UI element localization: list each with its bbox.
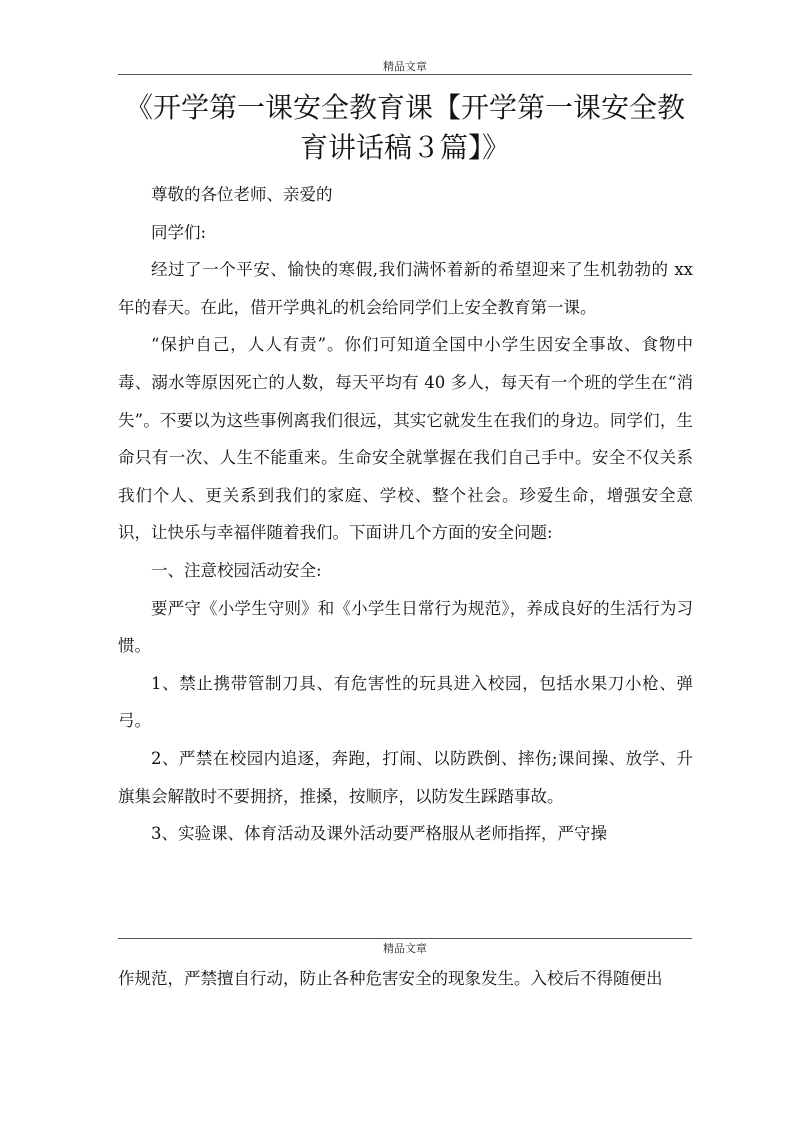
paragraph: 要严守《小学生守则》和《小学生日常行为规范》，养成良好的生活行为习惯。 bbox=[118, 598, 693, 656]
list-item: 2、严禁在校园内追逐，奔跑，打闹、以防跌倒、摔伤;课间操、放学、升旗集会解散时不要拥挤，推搡，按顺序，以防发生踩踏事故。 bbox=[118, 748, 693, 806]
list-item: 1、禁止携带管制刀具、有危害性的玩具进入校园，包括水果刀小枪、弹弓。 bbox=[118, 673, 693, 731]
footer-divider bbox=[118, 938, 692, 939]
document-title bbox=[118, 88, 692, 168]
section-heading: 一、注意校园活动安全: bbox=[151, 560, 322, 580]
salutation: 尊敬的各位老师、亲爱的 bbox=[151, 185, 333, 204]
list-item: 3、实验课、体育活动及课外活动要严格服从老师指挥，严守操 bbox=[151, 824, 607, 844]
title-line-2: 育讲话稿３篇】》 bbox=[299, 131, 510, 164]
salutation-continued: 同学们: bbox=[151, 222, 207, 242]
page-footer-label: 精品文章 bbox=[383, 942, 427, 955]
next-page-text: 作规范，严禁擅自行动，防止各种危害安全的现象发生。入校后不得随便出 bbox=[118, 969, 663, 988]
paragraph: 经过了一个平安、愉快的寒假,我们满怀着新的希望迎来了生机勃勃的 xx 年的春天。在此，借开学典礼的机会给同学们上安全教育第一课。 bbox=[118, 260, 693, 317]
paragraph: “保护自己，人人有责”。你们可知道全国中小学生因安全事故、食物中毒、溺水等原因死亡的人数，每天平均有 40 多人，每天有一个班的学生在“消失”。不要以为这些事例离我们很远，其实它就发生在我们的身边。同学们，生命只有一次、人生不能重来。生命安全就掌握在我们自己手中。安全不仅关系我们个人、更关系到我们的家庭、学校、整个社会。珍爱生命，增强安全意识，让快乐与幸福伴随着我们。下面讲几个方面的安全问题: bbox=[118, 335, 693, 543]
body-text bbox=[118, 176, 693, 853]
header-divider bbox=[118, 74, 692, 75]
page-header-label: 精品文章 bbox=[383, 60, 427, 73]
title-line-1: 《开学第一课安全教育课【开学第一课安全教 bbox=[124, 91, 685, 124]
